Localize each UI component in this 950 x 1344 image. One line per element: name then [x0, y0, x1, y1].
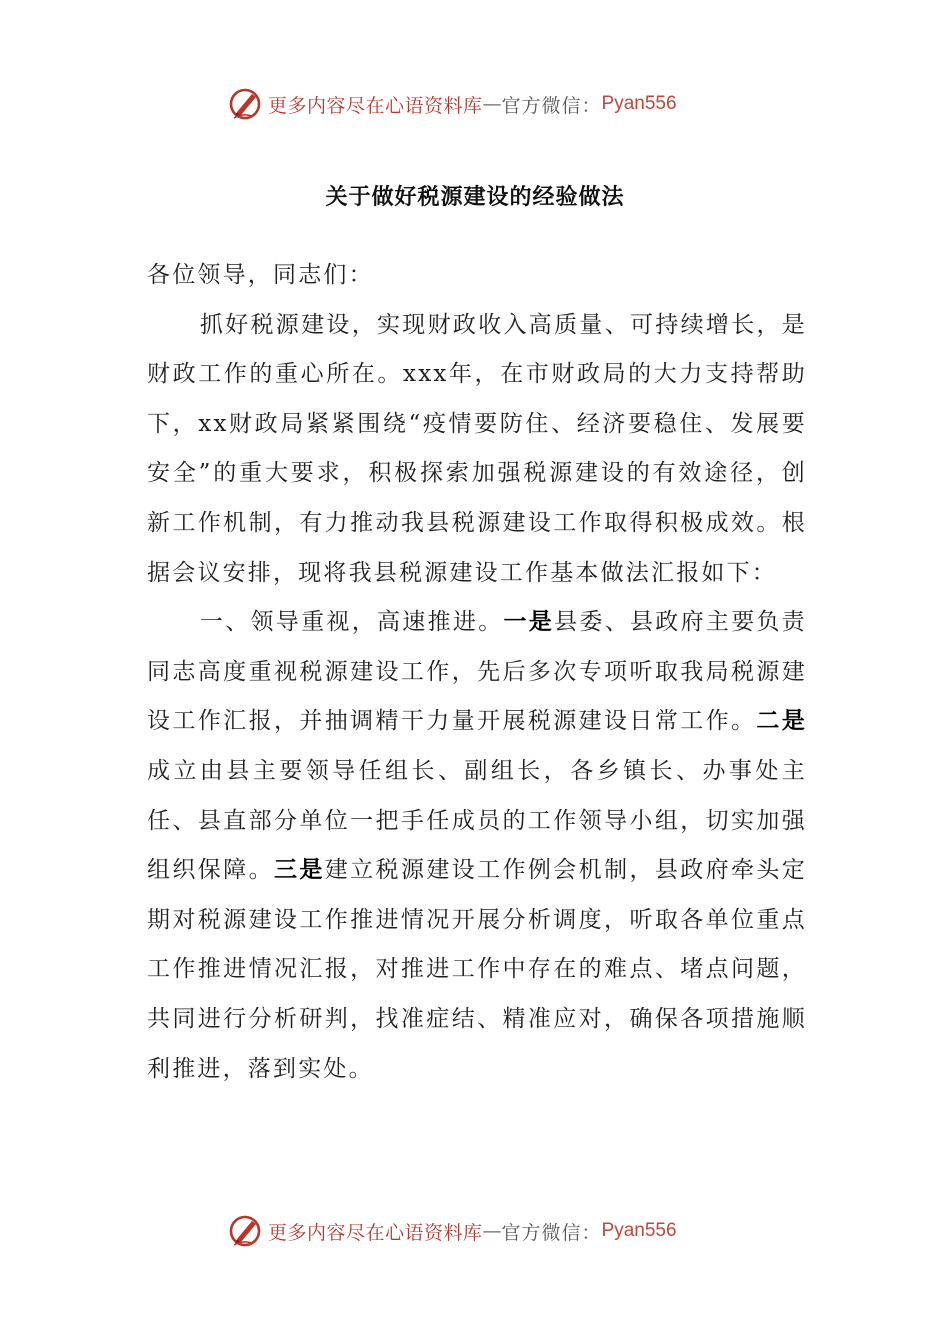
watermark-wechat-id: Pyan556: [601, 93, 677, 114]
point-3-text: 建立税源建设工作例会机制，县政府牵头定期对税源建设工作推进情况开展分析调度，听取各单位重点工作推进情况汇报，对推进工作中存在的难点、堵点问题，共同进行分析研判，找准症结、精准应对，确保各项措施顺利推进，落到实处。: [147, 857, 808, 1082]
intro-paragraph: 抓好税源建设，实现财政收入高质量、可持续增长，是财政工作的重心所在。xxx年，在市财政局的大力支持帮助下，xx财政局紧紧围绕“疫情要防住、经济要稳住、发展要安全”的重大要求，积极探索加强税源建设的有效途径，创新工作机制，有力推动我县税源建设工作取得积极成效。根据会议安排，现将我县税源建设工作基本做法汇报如下：: [147, 311, 807, 586]
pen-logo-icon: [228, 1213, 264, 1249]
section-1-heading: 一、领导重视，高速推进。: [199, 609, 504, 636]
watermark-banner-bottom: [228, 1211, 748, 1251]
pen-logo-icon: [228, 86, 264, 122]
point-1-text: 县委、县政府主要负责同志高度重视税源建设工作，先后多次专项听取我局税源建设工作汇报，并抽调精干力量开展税源建设日常工作。: [147, 609, 808, 735]
watermark-banner-top: [228, 84, 748, 124]
watermark-label: 官方微信：: [501, 1221, 602, 1244]
watermark-brand: 更多内容尽在心语资料库: [268, 1221, 483, 1244]
document-body: [147, 251, 807, 1094]
salutation: 各位领导，同志们：: [147, 262, 374, 288]
point-2-label: 二是: [756, 708, 807, 735]
watermark-wechat-id: Pyan556: [601, 1220, 677, 1241]
point-1-label: 一是: [503, 609, 555, 636]
watermark-separator: —: [482, 93, 502, 115]
watermark-brand: 更多内容尽在心语资料库: [268, 94, 483, 117]
point-3-label: 三是: [273, 857, 325, 884]
section-1-paragraph: [147, 598, 807, 1094]
watermark-separator: —: [482, 1220, 502, 1242]
document-title: 关于做好税源建设的经验做法: [325, 185, 625, 210]
watermark-label: 官方微信：: [501, 94, 602, 117]
point-2-text: 成立由县主要领导任组长、副组长，各乡镇长、办事处主任、县直部分单位一把手任成员的工作领导小组，切实加强组织保障。: [147, 757, 807, 884]
